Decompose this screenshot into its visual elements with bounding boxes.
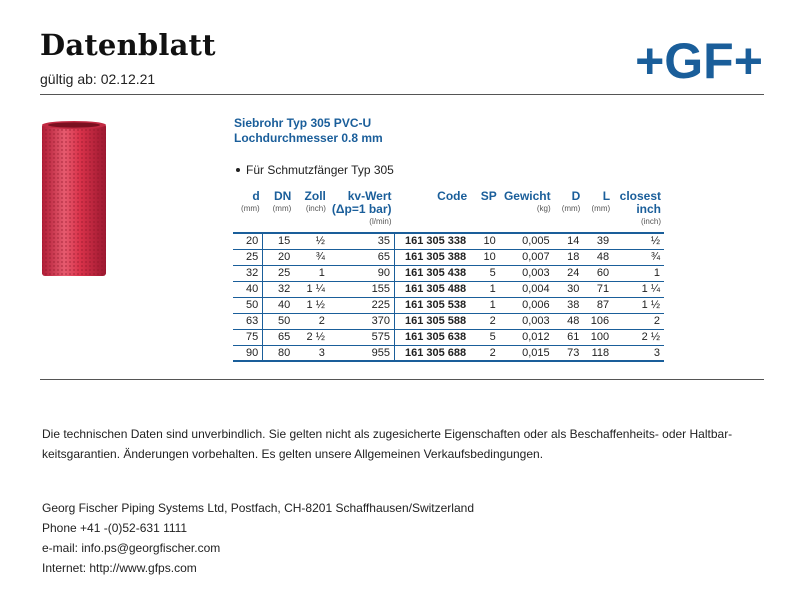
gf-logo-text: +GF+	[635, 38, 763, 82]
cell-kv: 35	[329, 233, 395, 249]
col-header-closest-inch: closest inch (inch)	[619, 189, 661, 226]
product-bullet	[234, 163, 394, 177]
cell-closest-inch: 2	[613, 313, 664, 329]
cell-d-outer: 38	[554, 297, 584, 313]
table-row	[233, 329, 664, 345]
cell-kv: 370	[329, 313, 395, 329]
cell-d: 50	[233, 297, 263, 313]
cell-d-outer: 61	[554, 329, 584, 345]
cell-zoll: 2	[294, 313, 329, 329]
cell-d-outer: 18	[554, 249, 584, 265]
cell-closest-inch: ½	[613, 233, 664, 249]
table-row	[233, 345, 664, 361]
table-divider	[40, 379, 764, 380]
cell-code: 161 305 388	[395, 249, 471, 265]
disclaimer-line2: keitsgarantien. Änderungen vorbehalten. Es gelten unsere Allgemeinen Verkaufsbedingungen.	[42, 447, 544, 461]
cell-d-outer: 48	[554, 313, 584, 329]
cell-closest-inch: 1	[613, 265, 664, 281]
header-divider	[40, 94, 764, 95]
bullet-text: Für Schmutzfänger Typ 305	[246, 163, 394, 177]
cell-code: 161 305 438	[395, 265, 471, 281]
cell-d-outer: 73	[554, 345, 584, 361]
cell-gewicht: 0,012	[500, 329, 554, 345]
cell-d-outer: 30	[554, 281, 584, 297]
col-header-gewicht: Gewicht (kg)	[503, 189, 551, 213]
col-header-sp: SP	[480, 189, 497, 203]
col-header-dn: DN (mm)	[272, 189, 292, 213]
table-row	[233, 233, 664, 249]
table-row	[233, 265, 664, 281]
cell-l: 87	[583, 297, 613, 313]
cell-sp: 2	[470, 313, 500, 329]
cell-dn: 80	[263, 345, 295, 361]
cell-gewicht: 0,004	[500, 281, 554, 297]
company-address: Georg Fischer Piping Systems Ltd, Postfach, CH-8201 Schaffhausen/Switzerland	[42, 501, 474, 515]
cell-d: 40	[233, 281, 263, 297]
col-header-code: Code	[437, 189, 468, 203]
cell-d: 90	[233, 345, 263, 361]
email-link[interactable]: e-mail: info.ps@georgfischer.com	[42, 541, 221, 555]
cell-closest-inch: ¾	[613, 249, 664, 265]
cell-zoll: 2 ½	[294, 329, 329, 345]
disclaimer-line1: Die technischen Daten sind unverbindlich. Sie gelten nicht als zugesicherte Eigenschaften oder als Beschaffenheits- oder Haltbar-	[42, 427, 733, 441]
cell-code: 161 305 488	[395, 281, 471, 297]
gf-logo	[624, 38, 774, 82]
cell-l: 39	[583, 233, 613, 249]
cell-kv: 155	[329, 281, 395, 297]
cell-gewicht: 0,003	[500, 313, 554, 329]
contact-block	[42, 498, 474, 578]
col-header-kv: kv-Wert (Δp=1 bar) (l/min)	[331, 189, 392, 226]
cell-d: 20	[233, 233, 263, 249]
cell-kv: 65	[329, 249, 395, 265]
cell-zoll: 1 ½	[294, 297, 329, 313]
cell-code: 161 305 538	[395, 297, 471, 313]
table-row	[233, 297, 664, 313]
bullet-icon	[236, 168, 240, 172]
cell-closest-inch: 3	[613, 345, 664, 361]
cell-l: 48	[583, 249, 613, 265]
cell-closest-inch: 1 ½	[613, 297, 664, 313]
product-title	[234, 116, 383, 146]
cell-sp: 1	[470, 281, 500, 297]
cell-sp: 10	[470, 233, 500, 249]
spec-table-body	[233, 233, 664, 361]
cell-code: 161 305 688	[395, 345, 471, 361]
cell-zoll: 1	[294, 265, 329, 281]
cell-dn: 65	[263, 329, 295, 345]
disclaimer	[42, 424, 762, 464]
cell-l: 100	[583, 329, 613, 345]
website-link[interactable]: Internet: http://www.gfps.com	[42, 561, 197, 575]
phone-number: Phone +41 -(0)52-631 1111	[42, 521, 188, 535]
table-header-row	[233, 190, 664, 233]
cell-dn: 25	[263, 265, 295, 281]
cell-code: 161 305 338	[395, 233, 471, 249]
cell-d: 32	[233, 265, 263, 281]
cell-l: 60	[583, 265, 613, 281]
cell-sp: 2	[470, 345, 500, 361]
cell-dn: 32	[263, 281, 295, 297]
cell-code: 161 305 588	[395, 313, 471, 329]
cell-kv: 225	[329, 297, 395, 313]
cell-d: 75	[233, 329, 263, 345]
valid-from-date: gültig ab: 02.12.21	[40, 71, 156, 87]
cell-l: 106	[583, 313, 613, 329]
table-row	[233, 281, 664, 297]
cell-kv: 575	[329, 329, 395, 345]
cell-gewicht: 0,006	[500, 297, 554, 313]
cell-dn: 15	[263, 233, 295, 249]
cell-dn: 50	[263, 313, 295, 329]
col-header-zoll: Zoll (inch)	[304, 189, 326, 213]
cell-dn: 40	[263, 297, 295, 313]
cell-d-outer: 14	[554, 233, 584, 249]
cell-closest-inch: 1 ¼	[613, 281, 664, 297]
table-row	[233, 313, 664, 329]
col-header-d-outer: D (mm)	[561, 189, 581, 213]
product-title-line2: Lochdurchmesser 0.8 mm	[234, 131, 383, 145]
cell-kv: 90	[329, 265, 395, 281]
cell-sp: 10	[470, 249, 500, 265]
cell-dn: 20	[263, 249, 295, 265]
spec-table	[233, 190, 664, 362]
cell-sp: 5	[470, 329, 500, 345]
cell-zoll: 1 ¼	[294, 281, 329, 297]
cell-code: 161 305 638	[395, 329, 471, 345]
cell-l: 118	[583, 345, 613, 361]
cell-zoll: ¾	[294, 249, 329, 265]
cell-gewicht: 0,015	[500, 345, 554, 361]
cell-d: 63	[233, 313, 263, 329]
cell-l: 71	[583, 281, 613, 297]
cell-d-outer: 24	[554, 265, 584, 281]
page-title: Datenblatt	[40, 28, 216, 62]
sieve-tube-image	[40, 120, 108, 280]
cell-zoll: 3	[294, 345, 329, 361]
cell-sp: 1	[470, 297, 500, 313]
cell-gewicht: 0,007	[500, 249, 554, 265]
table-row	[233, 249, 664, 265]
cell-sp: 5	[470, 265, 500, 281]
cell-gewicht: 0,003	[500, 265, 554, 281]
col-header-d: d (mm)	[241, 189, 260, 213]
cell-closest-inch: 2 ½	[613, 329, 664, 345]
col-header-l: L (mm)	[591, 189, 611, 213]
product-title-line1: Siebrohr Typ 305 PVC-U	[234, 116, 372, 130]
cell-zoll: ½	[294, 233, 329, 249]
cell-gewicht: 0,005	[500, 233, 554, 249]
cell-d: 25	[233, 249, 263, 265]
cell-kv: 955	[329, 345, 395, 361]
